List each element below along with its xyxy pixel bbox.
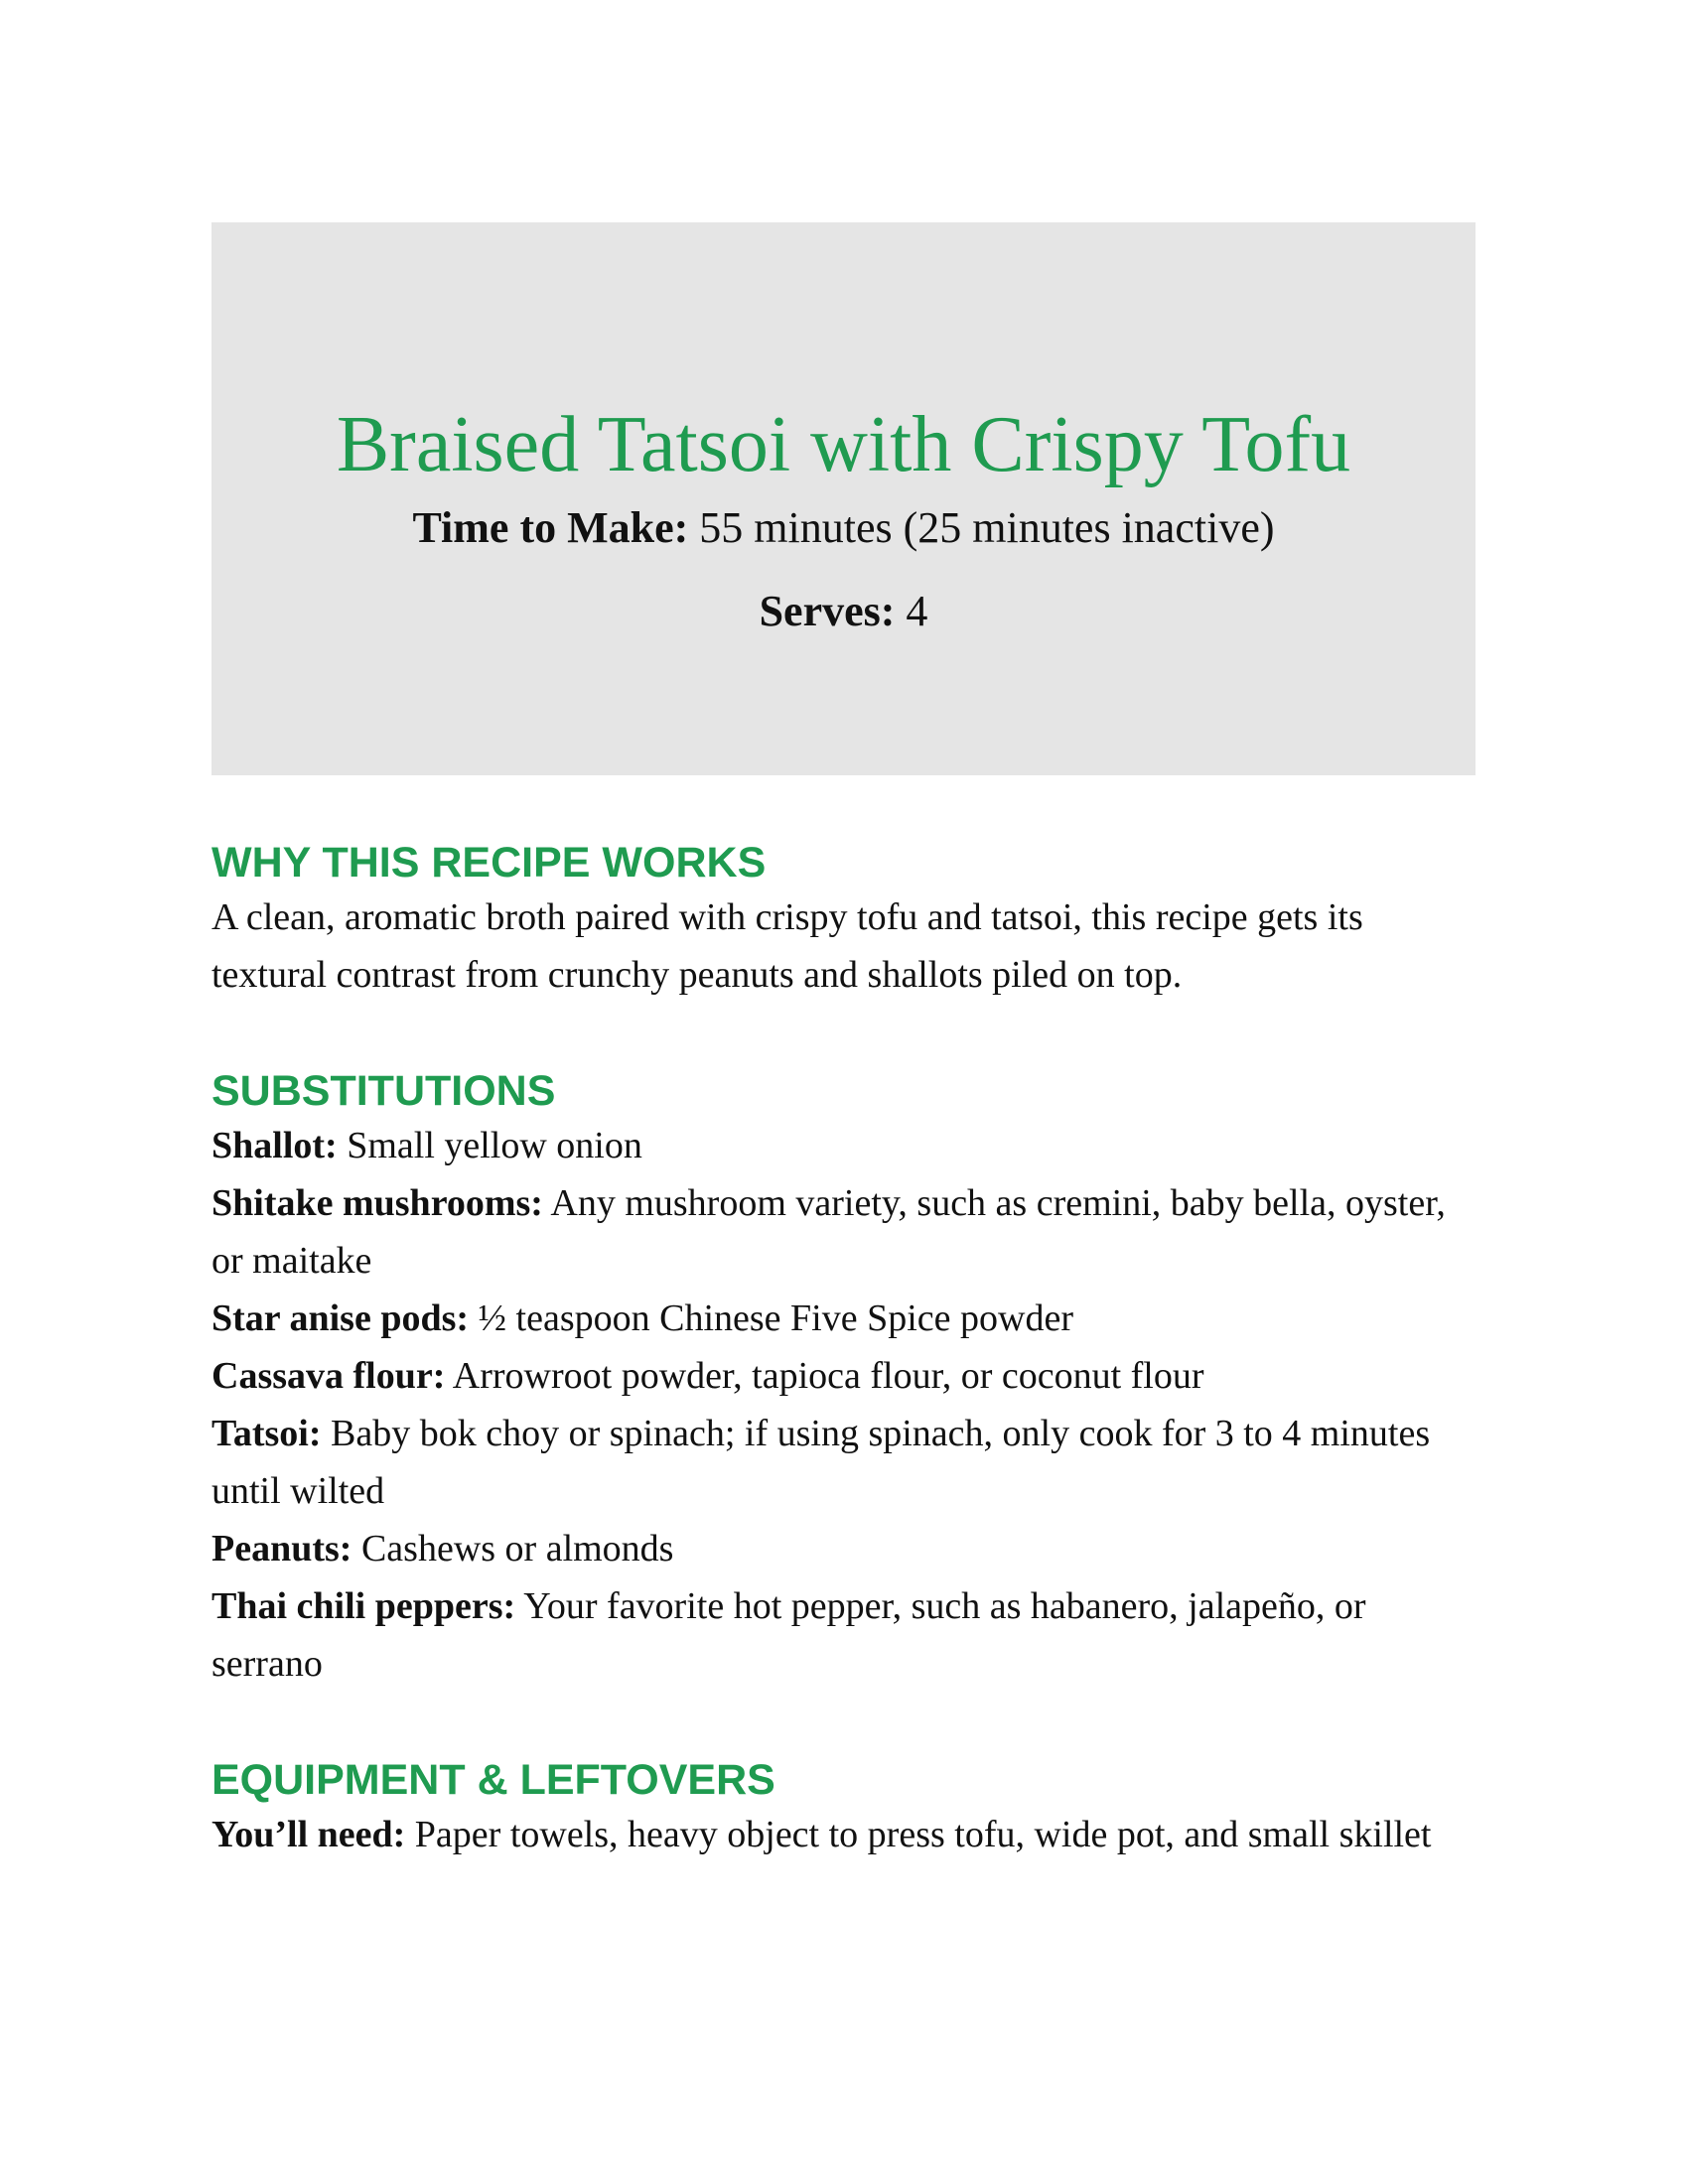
substitution-label: Cassava flour: [211,1355,446,1397]
substitution-value: Small yellow onion [337,1125,642,1166]
equipment-heading: EQUIPMENT & LEFTOVERS [211,1756,775,1804]
time-to-make [211,502,1476,554]
substitution-value: Baby bok choy or spinach; if using spinach, only cook for 3 to 4 minutes until wilted [211,1413,1431,1512]
substitutions-list [211,1117,1476,1693]
substitution-item [211,1405,1476,1520]
substitution-value: Arrowroot powder, tapioca flour, or coconut flour [445,1355,1204,1397]
substitution-item [211,1520,1476,1577]
why-text: A clean, aromatic broth paired with crispy tofu and tatsoi, this recipe gets its textural contrast from crunchy peanuts and shallots piled on top. [211,896,1363,996]
substitution-value: ½ teaspoon Chinese Five Spice powder [469,1297,1073,1339]
substitution-value: Cashews or almonds [352,1528,674,1570]
substitution-item [211,1117,1476,1174]
substitution-item [211,1290,1476,1347]
why-heading: WHY THIS RECIPE WORKS [211,839,767,887]
substitution-label: Shitake mushrooms: [211,1182,543,1224]
substitution-label: Shallot: [211,1125,338,1166]
serves-label: Serves: [759,587,896,635]
equipment-value: Paper towels, heavy object to press tofu, wide pot, and small skillet [405,1814,1432,1855]
equipment-text [211,1806,1476,1863]
serves-value: 4 [895,587,928,635]
substitution-label: Tatsoi: [211,1413,322,1454]
substitution-item [211,1347,1476,1405]
recipe-title: Braised Tatsoi with Crispy Tofu [336,401,1351,488]
substitution-value: Any mushroom variety, such as cremini, baby bella, oyster, or maitake [211,1182,1446,1282]
equipment-label: You’ll need: [211,1814,406,1855]
recipe-page [211,222,1476,1863]
substitution-item [211,1577,1476,1693]
title-box [211,222,1476,775]
serves [211,586,1476,637]
time-value: 55 minutes (25 minutes inactive) [688,503,1275,552]
substitution-label: Thai chili peppers: [211,1585,516,1627]
substitutions-heading: SUBSTITUTIONS [211,1067,556,1115]
substitution-label: Star anise pods: [211,1297,470,1339]
substitution-label: Peanuts: [211,1528,352,1570]
time-label: Time to Make: [412,503,689,552]
substitution-value: Your favorite hot pepper, such as habanero, jalapeño, or serrano [211,1585,1366,1685]
substitution-item [211,1174,1476,1290]
